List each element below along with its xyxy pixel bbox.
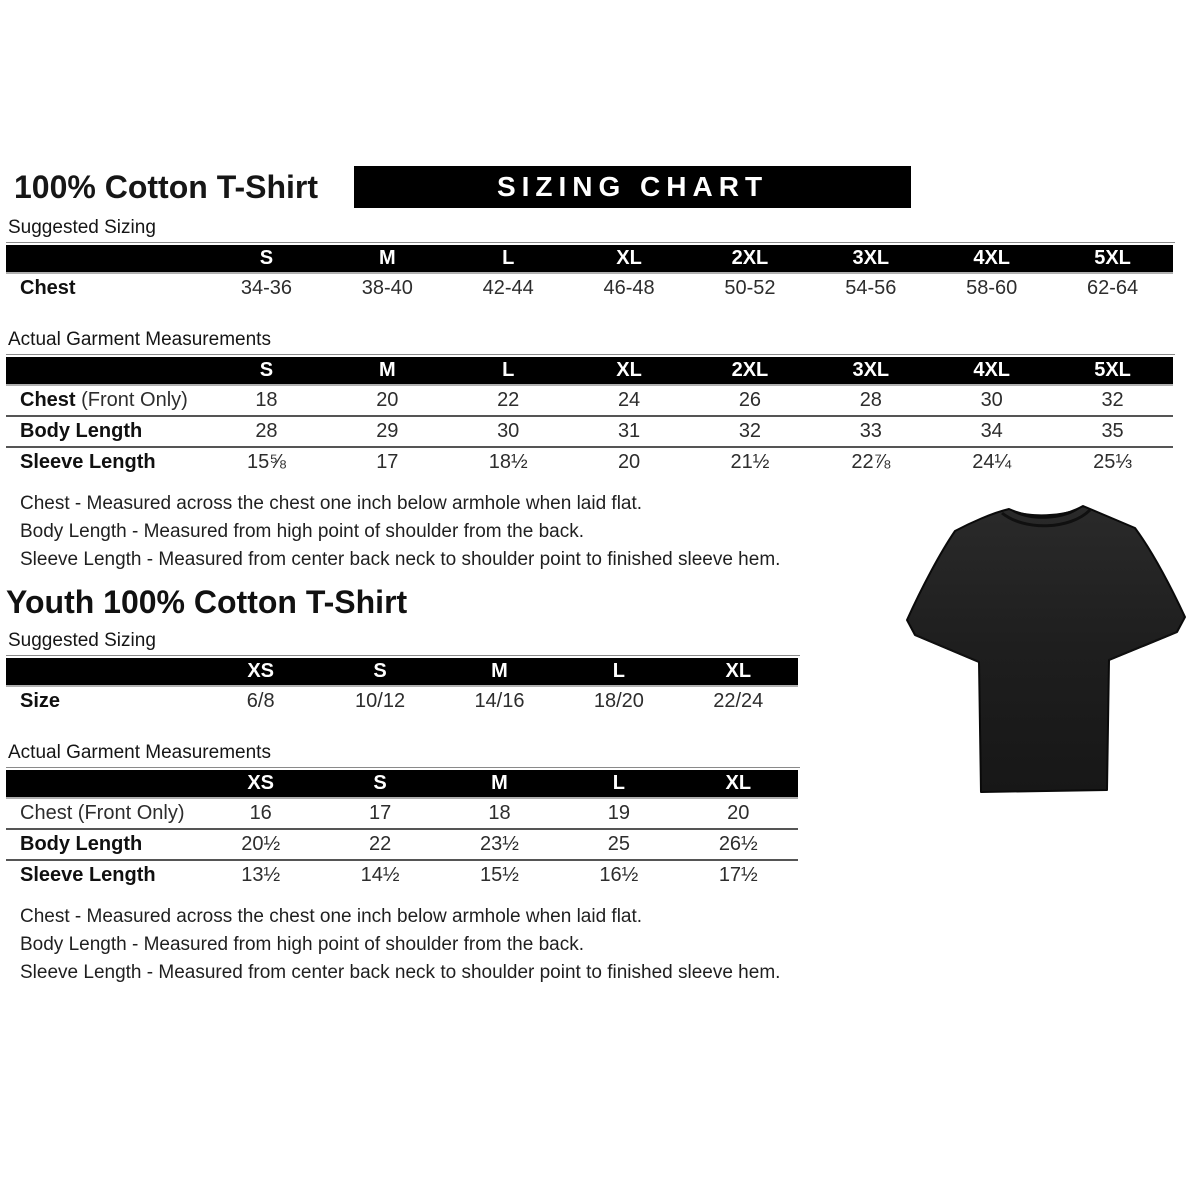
header-cell-empty	[6, 357, 206, 385]
value-cell: 28	[859, 389, 882, 411]
header-cell: 5XL	[1052, 245, 1173, 273]
value-cell: 28	[255, 420, 278, 442]
value-cell: 34-36	[240, 277, 293, 299]
value-cell: 18	[488, 802, 511, 824]
value-cell: 15⅝	[246, 451, 286, 473]
adult-chest-row	[6, 385, 1173, 416]
note-chest: Chest - Measured across the chest one inch below armhole when laid flat.	[20, 493, 643, 514]
value-cell: 24	[617, 389, 641, 411]
header-cell: 4XL	[931, 357, 1052, 385]
value-cell: 26½	[718, 833, 758, 855]
header-cell: L	[448, 357, 569, 385]
adult-suggested-sizing-table	[6, 245, 1173, 303]
adult-body-length-row	[6, 416, 1173, 447]
youth-page-title: Youth 100% Cotton T-Shirt	[6, 584, 408, 620]
row-label: Chest (Front Only)	[20, 802, 185, 824]
value-cell: 32	[1101, 389, 1124, 411]
adult-actual-header-row	[6, 357, 1173, 385]
value-cell: 31	[617, 420, 641, 442]
value-cell: 58-60	[966, 277, 1018, 299]
header-cell: M	[440, 770, 559, 798]
note-chest: Chest - Measured across the chest one inch below armhole when laid flat.	[20, 906, 643, 927]
youth-sleeve-length-row	[6, 860, 798, 890]
row-label: Body Length	[20, 420, 143, 442]
header-cell: M	[440, 658, 559, 686]
value-cell: 35	[1101, 420, 1124, 442]
value-cell: 18/20	[593, 690, 644, 712]
header-cell: XL	[679, 770, 798, 798]
value-cell: 22	[368, 833, 392, 855]
value-cell: 21½	[730, 451, 770, 473]
value-cell: 18	[255, 389, 278, 411]
header-cell: M	[327, 357, 448, 385]
adult-chest-range-row	[6, 273, 1173, 303]
value-cell: 18½	[488, 451, 528, 473]
value-cell: 17	[376, 451, 399, 473]
value-cell: 25	[607, 833, 630, 855]
value-cell: 26	[738, 389, 762, 411]
youth-actual-measurements-label: Actual Garment Measurements	[6, 740, 800, 768]
header-cell-empty	[6, 245, 206, 273]
value-cell: 30	[497, 420, 520, 442]
header-cell: XL	[569, 245, 690, 273]
youth-chest-row	[6, 798, 798, 829]
header-cell: 3XL	[810, 357, 931, 385]
value-cell: 20	[727, 802, 750, 824]
value-cell: 62-64	[1086, 277, 1139, 299]
value-cell: 54-56	[845, 277, 897, 299]
youth-actual-measurements-table	[6, 770, 798, 890]
adult-sleeve-length-row	[6, 447, 1173, 477]
value-cell: 50-52	[724, 277, 776, 299]
header-cell: XS	[201, 658, 320, 686]
value-cell: 17	[368, 802, 392, 824]
value-cell: 24¼	[972, 451, 1012, 473]
youth-measurement-notes	[6, 903, 1200, 987]
header-cell: 2XL	[690, 357, 811, 385]
value-cell: 22/24	[713, 690, 764, 712]
value-cell: 23½	[480, 833, 519, 855]
value-cell: 17½	[718, 864, 758, 886]
row-label: Size	[20, 690, 61, 712]
value-cell: 32	[738, 420, 762, 442]
header-cell: 5XL	[1052, 357, 1173, 385]
note-body-length: Body Length - Measured from high point of shoulder from the back.	[20, 934, 584, 955]
page-title: 100% Cotton T-Shirt	[14, 168, 319, 205]
value-cell: 25⅓	[1093, 451, 1133, 473]
header-cell: XL	[569, 357, 690, 385]
row-label: Sleeve Length	[20, 451, 156, 473]
adult-actual-measurements-label: Actual Garment Measurements	[6, 327, 1175, 355]
value-cell: 22⅞	[851, 451, 891, 473]
value-cell: 6/8	[246, 690, 275, 712]
adult-suggested-sizing-label: Suggested Sizing	[6, 215, 1175, 243]
value-cell: 29	[376, 420, 399, 442]
sizing-chart-banner: SIZING CHART	[354, 166, 911, 208]
value-cell: 16½	[599, 864, 639, 886]
tshirt-photo	[894, 494, 1199, 804]
row-label: Chest	[20, 277, 76, 299]
note-body-length: Body Length - Measured from high point of shoulder from the back.	[20, 521, 584, 542]
youth-suggested-sizing-label: Suggested Sizing	[6, 628, 800, 656]
youth-body-length-row	[6, 829, 798, 860]
value-cell: 46-48	[603, 277, 655, 299]
value-cell: 14½	[360, 864, 400, 886]
header-cell: 4XL	[931, 245, 1052, 273]
value-cell: 20	[617, 451, 641, 473]
value-cell: 14/16	[474, 690, 525, 712]
value-cell: 16	[249, 802, 272, 824]
value-cell: 20½	[241, 833, 281, 855]
value-cell: 10/12	[355, 690, 406, 712]
note-sleeve-length: Sleeve Length - Measured from center back neck to shoulder point to finished sleeve hem.	[20, 962, 781, 983]
header-cell: L	[448, 245, 569, 273]
youth-size-row	[6, 686, 798, 716]
adult-actual-measurements-table	[6, 357, 1173, 477]
note-sleeve-length: Sleeve Length - Measured from center back neck to shoulder point to finished sleeve hem.	[20, 549, 781, 570]
header-cell: M	[327, 245, 448, 273]
header-cell: S	[320, 770, 439, 798]
header-cell-empty	[6, 770, 201, 798]
youth-actual-header-row	[6, 770, 798, 798]
value-cell: 13½	[241, 864, 281, 886]
row-label: Chest (Front Only)	[20, 389, 188, 411]
value-cell: 22	[497, 389, 520, 411]
youth-suggested-sizing-table	[6, 658, 798, 716]
value-cell: 38-40	[361, 277, 413, 299]
header-cell: S	[206, 357, 327, 385]
row-label: Body Length	[20, 833, 143, 855]
value-cell: 20	[376, 389, 399, 411]
header-cell: S	[206, 245, 327, 273]
header-cell: L	[559, 770, 678, 798]
header-cell: XL	[679, 658, 798, 686]
header-cell: 3XL	[810, 245, 931, 273]
header-cell: S	[320, 658, 439, 686]
header-row	[6, 166, 1200, 208]
value-cell: 19	[607, 802, 630, 824]
value-cell: 15½	[480, 864, 519, 886]
value-cell: 33	[859, 420, 882, 442]
youth-suggested-header-row	[6, 658, 798, 686]
value-cell: 42-44	[482, 277, 534, 299]
adult-suggested-header-row	[6, 245, 1173, 273]
header-cell: 2XL	[690, 245, 811, 273]
row-label: Sleeve Length	[20, 864, 156, 886]
header-cell-empty	[6, 658, 201, 686]
value-cell: 30	[980, 389, 1003, 411]
header-cell: L	[559, 658, 678, 686]
value-cell: 34	[980, 420, 1003, 442]
black-tshirt-image	[894, 494, 1199, 804]
header-cell: XS	[201, 770, 320, 798]
